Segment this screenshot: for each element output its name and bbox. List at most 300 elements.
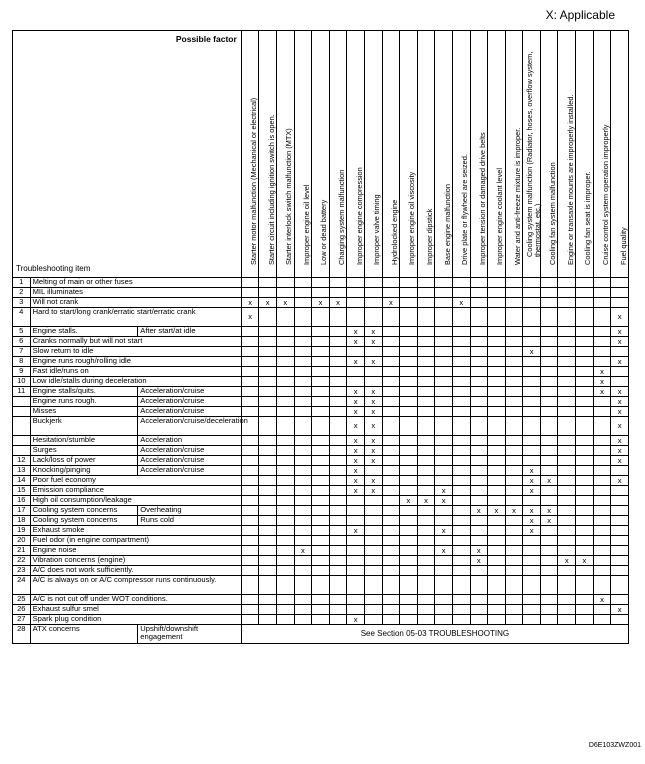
factor-cell: [435, 456, 453, 466]
factor-cell: [382, 367, 400, 377]
factor-cell: [241, 566, 259, 576]
factor-cell: [611, 377, 629, 387]
factor-cell: [347, 496, 365, 506]
factor-cell: [259, 377, 277, 387]
factor-cell: [382, 377, 400, 387]
factor-cell: [417, 615, 435, 625]
row-number: 4: [13, 308, 31, 327]
factor-cell: [241, 327, 259, 337]
applicable-mark: x: [593, 377, 611, 387]
factor-cell: [593, 605, 611, 615]
applicable-mark: x: [611, 605, 629, 615]
factor-cell: [259, 476, 277, 486]
factor-cell: [558, 298, 576, 308]
factor-cell: [593, 417, 611, 436]
factor-cell: [329, 436, 347, 446]
factor-cell: [294, 357, 312, 367]
factor-cell: [593, 516, 611, 526]
applicable-mark: x: [593, 367, 611, 377]
factor-cell: [435, 476, 453, 486]
factor-cell: [523, 605, 541, 615]
factor-cell: [452, 536, 470, 546]
factor-cell: [558, 278, 576, 288]
factor-cell: [558, 526, 576, 536]
factor-cell: [364, 546, 382, 556]
factor-cell: [505, 516, 523, 526]
factor-cell: [259, 367, 277, 377]
factor-cell: [576, 536, 594, 546]
factor-cell: [276, 576, 294, 595]
troubleshooting-item: Engine noise: [30, 546, 241, 556]
applicable-mark: x: [523, 476, 541, 486]
factor-cell: [312, 417, 330, 436]
factor-cell: [364, 496, 382, 506]
applicable-mark: x: [347, 357, 365, 367]
factor-cell: [417, 407, 435, 417]
applicable-mark: x: [382, 298, 400, 308]
factor-cell: [364, 288, 382, 298]
troubleshooting-table: [12, 30, 629, 644]
factor-cell: [576, 288, 594, 298]
factor-cell: [505, 446, 523, 456]
factor-cell: [400, 436, 418, 446]
applicable-mark: x: [347, 615, 365, 625]
applicable-mark: x: [523, 466, 541, 476]
factor-header: [294, 31, 312, 278]
row-number: 26: [13, 605, 31, 615]
factor-cell: [364, 556, 382, 566]
factor-cell: [294, 288, 312, 298]
factor-cell: [259, 387, 277, 397]
applicable-mark: x: [611, 407, 629, 417]
factor-cell: [435, 278, 453, 288]
factor-cell: [523, 456, 541, 466]
factor-cell: [417, 506, 435, 516]
applicable-mark: x: [364, 446, 382, 456]
factor-header: [488, 31, 506, 278]
factor-cell: [452, 347, 470, 357]
troubleshooting-item: Poor fuel economy: [30, 476, 241, 486]
troubleshooting-item: Fuel odor (in engine compartment): [30, 536, 241, 546]
factor-cell: [611, 566, 629, 576]
factor-cell: [540, 595, 558, 605]
troubleshooting-item: Exhaust smoke: [30, 526, 241, 536]
factor-cell: [259, 576, 277, 595]
factor-cell: [593, 536, 611, 546]
row-number: [13, 446, 31, 456]
factor-cell: [312, 466, 330, 476]
factor-cell: [488, 476, 506, 486]
factor-cell: [488, 566, 506, 576]
factor-cell: [523, 496, 541, 506]
factor-cell: [417, 288, 435, 298]
factor-cell: [382, 466, 400, 476]
factor-cell: [505, 288, 523, 298]
factor-cell: [523, 357, 541, 367]
factor-cell: [276, 377, 294, 387]
factor-cell: [364, 308, 382, 327]
factor-cell: [470, 466, 488, 476]
troubleshooting-item: Spark plug condition: [30, 615, 241, 625]
factor-cell: [593, 327, 611, 337]
factor-cell: [452, 466, 470, 476]
factor-cell: [294, 377, 312, 387]
factor-cell: [576, 387, 594, 397]
applicable-mark: x: [241, 298, 259, 308]
factor-cell: [558, 407, 576, 417]
applicable-mark: x: [540, 506, 558, 516]
factor-cell: [540, 308, 558, 327]
row-number: 28: [13, 625, 31, 644]
factor-cell: [382, 496, 400, 506]
factor-cell: [540, 615, 558, 625]
factor-cell: [400, 605, 418, 615]
factor-cell: [382, 288, 400, 298]
factor-cell: [417, 377, 435, 387]
factor-cell: [276, 407, 294, 417]
factor-cell: [400, 526, 418, 536]
factor-cell: [294, 278, 312, 288]
applicable-mark: x: [452, 298, 470, 308]
factor-cell: [593, 436, 611, 446]
applicable-mark: x: [347, 476, 365, 486]
factor-cell: [576, 397, 594, 407]
factor-cell: [611, 506, 629, 516]
factor-cell: [329, 566, 347, 576]
applicable-mark: x: [364, 456, 382, 466]
factor-cell: [241, 278, 259, 288]
factor-cell: [593, 446, 611, 456]
troubleshooting-item: A/C does not work sufficiently.: [30, 566, 241, 576]
factor-cell: [259, 347, 277, 357]
factor-cell: [312, 407, 330, 417]
factor-cell: [382, 347, 400, 357]
factor-cell: [488, 466, 506, 476]
factor-cell: [488, 337, 506, 347]
table-row: [13, 556, 629, 566]
factor-cell: [259, 327, 277, 337]
factor-cell: [435, 397, 453, 407]
factor-cell: [558, 288, 576, 298]
factor-cell: [259, 546, 277, 556]
factor-cell: [382, 556, 400, 566]
row-number: 22: [13, 556, 31, 566]
factor-cell: [382, 278, 400, 288]
factor-cell: [540, 605, 558, 615]
factor-label: Water and anti-freeze mixture is improper.: [513, 127, 522, 265]
applicable-mark: x: [488, 506, 506, 516]
factor-header: [400, 31, 418, 278]
factor-cell: [400, 347, 418, 357]
troubleshooting-item: MIL illuminates: [30, 288, 241, 298]
applicable-mark: x: [347, 397, 365, 407]
factor-cell: [400, 387, 418, 397]
factor-cell: [576, 526, 594, 536]
factor-cell: [470, 595, 488, 605]
factor-cell: [488, 556, 506, 566]
factor-cell: [382, 576, 400, 595]
factor-cell: [488, 298, 506, 308]
factor-cell: [523, 446, 541, 456]
factor-cell: [593, 576, 611, 595]
factor-cell: [540, 486, 558, 496]
factor-header: [382, 31, 400, 278]
factor-cell: [593, 278, 611, 288]
factor-cell: [276, 476, 294, 486]
factor-cell: [417, 446, 435, 456]
factor-cell: [347, 595, 365, 605]
factor-cell: [312, 288, 330, 298]
factor-cell: [452, 288, 470, 298]
factor-cell: [276, 516, 294, 526]
factor-cell: [241, 357, 259, 367]
factor-cell: [470, 446, 488, 456]
applicable-mark: x: [611, 308, 629, 327]
applicable-mark: x: [593, 595, 611, 605]
condition: Acceleration/cruise: [138, 397, 242, 407]
factor-cell: [593, 526, 611, 536]
factor-cell: [470, 417, 488, 436]
factor-cell: [241, 576, 259, 595]
factor-cell: [593, 506, 611, 516]
table-row: [13, 407, 629, 417]
factor-cell: [488, 526, 506, 536]
factor-cell: [505, 476, 523, 486]
row-number: 18: [13, 516, 31, 526]
factor-cell: [259, 526, 277, 536]
table-row: [13, 288, 629, 298]
factor-cell: [276, 347, 294, 357]
factor-cell: [382, 417, 400, 436]
factor-cell: [259, 536, 277, 546]
factor-cell: [276, 397, 294, 407]
see-section-note: See Section 05-03 TROUBLESHOOTING: [241, 625, 628, 644]
row-number: 23: [13, 566, 31, 576]
factor-cell: [540, 407, 558, 417]
factor-cell: [452, 357, 470, 367]
factor-cell: [470, 298, 488, 308]
factor-cell: [294, 615, 312, 625]
factor-cell: [470, 278, 488, 288]
factor-cell: [488, 347, 506, 357]
factor-cell: [417, 556, 435, 566]
factor-cell: [312, 347, 330, 357]
table-row: [13, 466, 629, 476]
applicable-mark: x: [576, 556, 594, 566]
factor-cell: [294, 387, 312, 397]
factor-cell: [329, 605, 347, 615]
factor-cell: [347, 556, 365, 566]
troubleshooting-item: ATX concerns: [30, 625, 138, 644]
factor-cell: [435, 298, 453, 308]
condition: Overheating: [138, 506, 242, 516]
factor-cell: [540, 387, 558, 397]
factor-cell: [488, 546, 506, 556]
applicable-mark: x: [347, 387, 365, 397]
factor-cell: [611, 556, 629, 566]
table-row: [13, 397, 629, 407]
factor-cell: [435, 337, 453, 347]
factor-cell: [435, 357, 453, 367]
applicable-mark: x: [435, 496, 453, 506]
factor-cell: [558, 546, 576, 556]
factor-cell: [400, 506, 418, 516]
factor-cell: [312, 456, 330, 466]
factor-label: Cruise control system operation improperly: [600, 124, 610, 265]
row-number: 19: [13, 526, 31, 536]
factor-cell: [329, 347, 347, 357]
table-row: [13, 367, 629, 377]
factor-cell: [452, 377, 470, 387]
factor-cell: [329, 278, 347, 288]
factor-cell: [400, 327, 418, 337]
applicable-mark: x: [611, 387, 629, 397]
factor-cell: [241, 516, 259, 526]
factor-cell: [593, 566, 611, 576]
factor-cell: [400, 576, 418, 595]
factor-cell: [452, 605, 470, 615]
factor-cell: [347, 576, 365, 595]
factor-cell: [329, 496, 347, 506]
factor-cell: [488, 486, 506, 496]
factor-cell: [505, 576, 523, 595]
factor-cell: [347, 377, 365, 387]
applicable-mark: x: [294, 546, 312, 556]
factor-cell: [417, 387, 435, 397]
factor-cell: [452, 367, 470, 377]
factor-cell: [400, 407, 418, 417]
factor-cell: [470, 377, 488, 387]
factor-cell: [347, 605, 365, 615]
factor-cell: [417, 308, 435, 327]
factor-cell: [259, 278, 277, 288]
factor-cell: [329, 337, 347, 347]
factor-cell: [488, 357, 506, 367]
factor-cell: [435, 387, 453, 397]
factor-cell: [452, 387, 470, 397]
factor-cell: [435, 367, 453, 377]
factor-header: [347, 31, 365, 278]
applicable-mark: x: [523, 526, 541, 536]
factor-cell: [540, 436, 558, 446]
factor-cell: [241, 436, 259, 446]
table-row: [13, 605, 629, 615]
factor-cell: [241, 476, 259, 486]
table-row: [13, 308, 629, 327]
factor-cell: [435, 417, 453, 436]
factor-cell: [558, 327, 576, 337]
factor-cell: [329, 397, 347, 407]
factor-cell: [558, 506, 576, 516]
factor-cell: [505, 278, 523, 288]
factor-cell: [294, 506, 312, 516]
factor-cell: [452, 615, 470, 625]
factor-cell: [276, 456, 294, 466]
factor-cell: [435, 595, 453, 605]
table-row: [13, 377, 629, 387]
factor-cell: [329, 456, 347, 466]
factor-cell: [259, 436, 277, 446]
factor-label: Improper tension or damaged drive belts: [477, 132, 487, 265]
factor-cell: [540, 576, 558, 595]
condition: Acceleration/cruise: [138, 407, 242, 417]
factor-cell: [576, 546, 594, 556]
factor-cell: [611, 298, 629, 308]
troubleshooting-item: Will not crank: [30, 298, 241, 308]
factor-cell: [505, 407, 523, 417]
factor-cell: [523, 367, 541, 377]
factor-cell: [364, 466, 382, 476]
table-row: [13, 436, 629, 446]
factor-cell: [417, 337, 435, 347]
applicable-mark: x: [611, 436, 629, 446]
table-row: [13, 536, 629, 546]
factor-cell: [505, 327, 523, 337]
factor-cell: [576, 377, 594, 387]
factor-cell: [470, 436, 488, 446]
table-row: [13, 387, 629, 397]
factor-cell: [329, 387, 347, 397]
factor-cell: [435, 536, 453, 546]
factor-cell: [611, 278, 629, 288]
factor-cell: [470, 407, 488, 417]
factor-cell: [400, 615, 418, 625]
factor-cell: [294, 397, 312, 407]
factor-cell: [505, 546, 523, 556]
factor-cell: [400, 278, 418, 288]
factor-header: [523, 31, 541, 278]
factor-label: Starter circuit including ignition switch is open.: [266, 114, 276, 265]
table-row: [13, 595, 629, 605]
factor-cell: [312, 446, 330, 456]
factor-cell: [593, 456, 611, 466]
factor-cell: [312, 516, 330, 526]
factor-cell: [505, 436, 523, 446]
factor-cell: [488, 387, 506, 397]
table-row: [13, 278, 629, 288]
factor-cell: [505, 337, 523, 347]
factor-cell: [435, 327, 453, 337]
factor-cell: [576, 417, 594, 436]
table-row: [13, 506, 629, 516]
factor-cell: [576, 327, 594, 337]
factor-cell: [523, 337, 541, 347]
factor-cell: [294, 456, 312, 466]
factor-cell: [505, 486, 523, 496]
factor-cell: [452, 496, 470, 506]
factor-cell: [488, 308, 506, 327]
row-number: 16: [13, 496, 31, 506]
factor-cell: [294, 347, 312, 357]
factor-cell: [276, 357, 294, 367]
factor-cell: [382, 595, 400, 605]
factor-cell: [593, 407, 611, 417]
table-row: [13, 615, 629, 625]
factor-cell: [611, 367, 629, 377]
factor-cell: [435, 506, 453, 516]
factor-cell: [241, 546, 259, 556]
factor-cell: [329, 556, 347, 566]
factor-cell: [523, 566, 541, 576]
factor-cell: [241, 446, 259, 456]
factor-cell: [435, 407, 453, 417]
factor-cell: [435, 288, 453, 298]
factor-cell: [294, 417, 312, 436]
factor-cell: [523, 615, 541, 625]
factor-cell: [505, 615, 523, 625]
factor-cell: [488, 278, 506, 288]
factor-cell: [329, 536, 347, 546]
